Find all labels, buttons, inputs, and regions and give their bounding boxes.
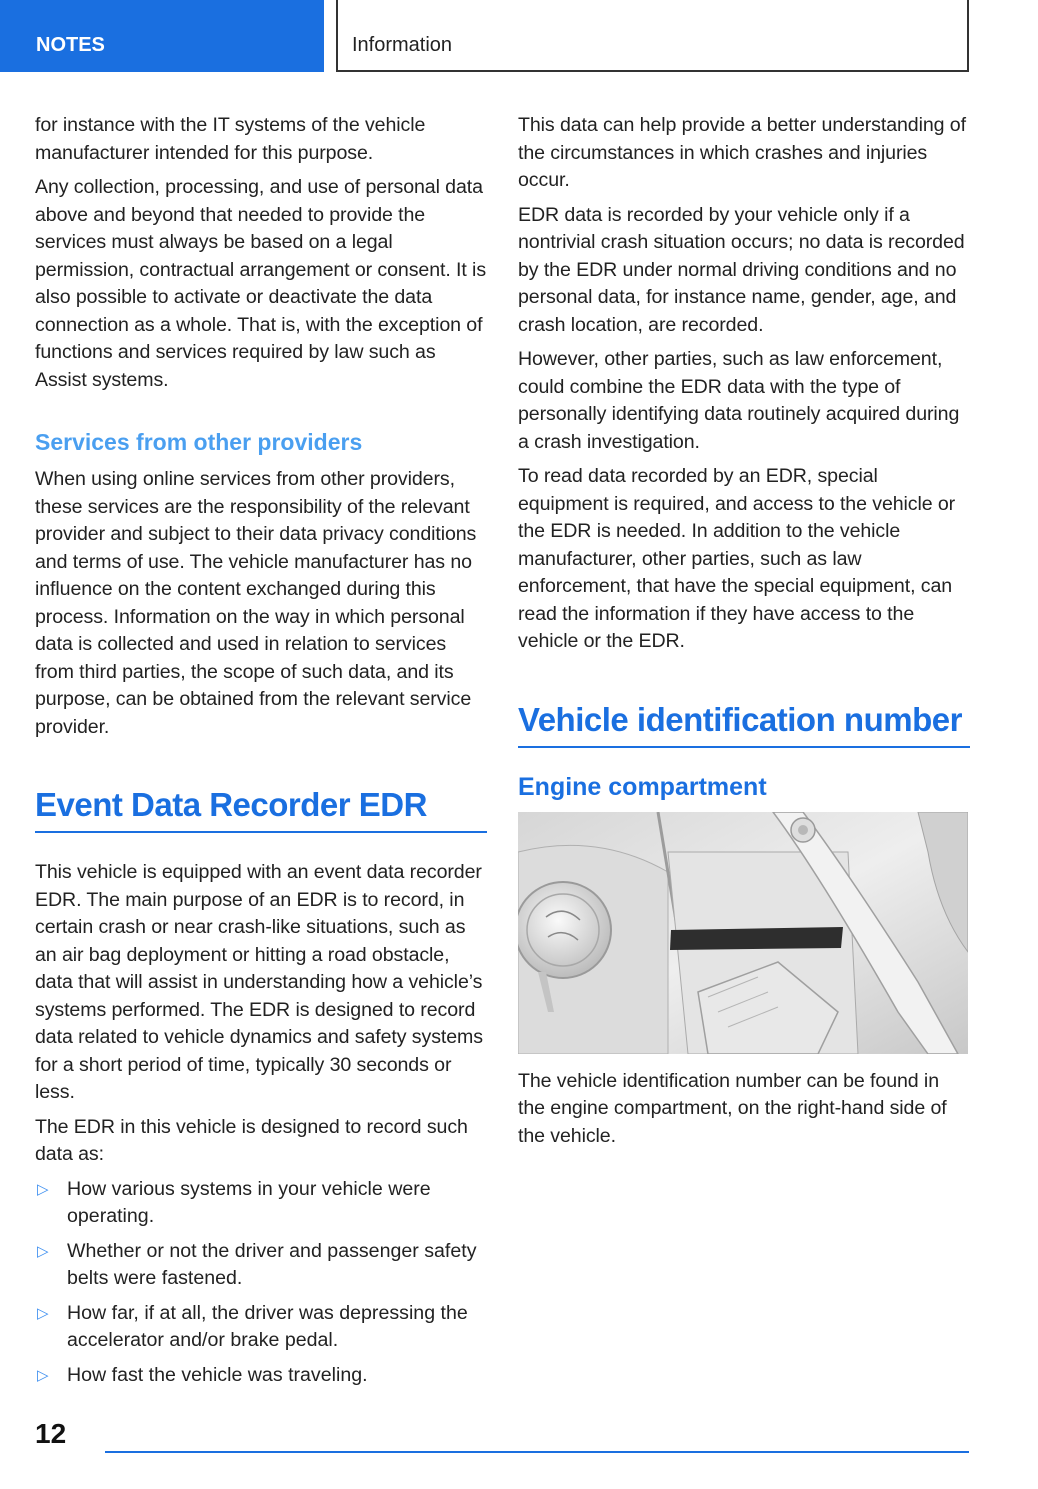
edr-paragraph: EDR data is recorded by your vehicle only if a nontrivial crash situation occurs; no data is recorded by the EDR under normal driving conditions and no personal data, for instance name, gender, age, and crash location, are recorded. xyxy=(518,203,965,336)
bullet-triangle-icon: ▷ xyxy=(37,1304,49,1322)
edr-paragraph: To read data recorded by an EDR, special equipment is required, and access to the vehicle or the EDR is needed. In addition to the vehicle manufacturer, other parties, such as law enforcement, that have the special equipment, can read the information if they have access to the vehicle or the EDR. xyxy=(518,465,956,652)
bullet-triangle-icon: ▷ xyxy=(37,1180,49,1198)
engine-compartment-heading: Engine compartment xyxy=(518,772,767,801)
list-item: ▷ How fast the vehicle was traveling. xyxy=(35,1362,487,1390)
bullet-triangle-icon: ▷ xyxy=(37,1366,49,1384)
engine-compartment-paragraph: The vehicle identification number can be found in the engine compartment, on the right-hand side of the vehicle. xyxy=(518,1069,947,1147)
right-column xyxy=(518,112,970,1157)
edr-paragraph: This vehicle is equipped with an event data recorder EDR. The main purpose of an EDR is to record, in certain crash or near crash-like situations, such as an air bag deployment or hitting a road obstacle, data that will assist in understanding how a vehicle’s systems performed. The EDR is designed to record data related to vehicle dynamics and safety systems for a short period of time, typically 30 seconds or less. xyxy=(35,861,483,1103)
page-number: 12 xyxy=(35,1418,67,1449)
edr-paragraph: However, other parties, such as law enforcement, could combine the EDR data with the type of personally identifying data routinely acquired during a crash investigation. xyxy=(518,348,960,453)
edr-data-list xyxy=(35,1176,487,1390)
edr-paragraph: This data can help provide a better understanding of the circumstances in which crashes and injuries occur. xyxy=(518,114,966,191)
services-heading: Services from other providers xyxy=(35,429,363,455)
footer-divider xyxy=(105,1451,969,1453)
section-tab-notes: NOTES xyxy=(0,0,324,72)
list-item: ▷ How various systems in your vehicle were operating. xyxy=(37,1177,431,1227)
chapter-title: Information xyxy=(336,0,969,72)
services-paragraph: When using online services from other providers, these services are the responsibility of the relevant provider and subject to their data privacy conditions and terms of use. The vehicle manufacturer has no influence on the content exchanged during this process. Information on the way in which personal data is collected and used in relation to services from third parties, the scope of such data, and its purpose, can be obtained from the relevant service provider. xyxy=(35,468,477,738)
bullet-triangle-icon: ▷ xyxy=(37,1242,49,1260)
edr-heading: Event Data Recorder EDR xyxy=(35,785,487,833)
intro-paragraph: Any collection, processing, and use of personal data above and beyond that needed to provide the services must always be based on a legal permission, contractual arrangement or consent. It is also possible to activate or deactivate the data connection as a whole. That is, with the exception of functions and services required by law such as Assist systems. xyxy=(35,176,487,391)
left-column xyxy=(35,112,487,1396)
vin-heading: Vehicle identification number xyxy=(518,700,970,748)
list-item: ▷ How far, if at all, the driver was depressing the accelerator and/or brake pedal. xyxy=(37,1301,468,1351)
intro-paragraph: for instance with the IT systems of the vehicle manufacturer intended for this purpose. xyxy=(35,114,426,164)
engine-compartment-image xyxy=(518,812,968,1054)
edr-paragraph: The EDR in this vehicle is designed to record such data as: xyxy=(35,1115,468,1165)
list-item: ▷ Whether or not the driver and passenger safety belts were fastened. xyxy=(37,1239,477,1289)
